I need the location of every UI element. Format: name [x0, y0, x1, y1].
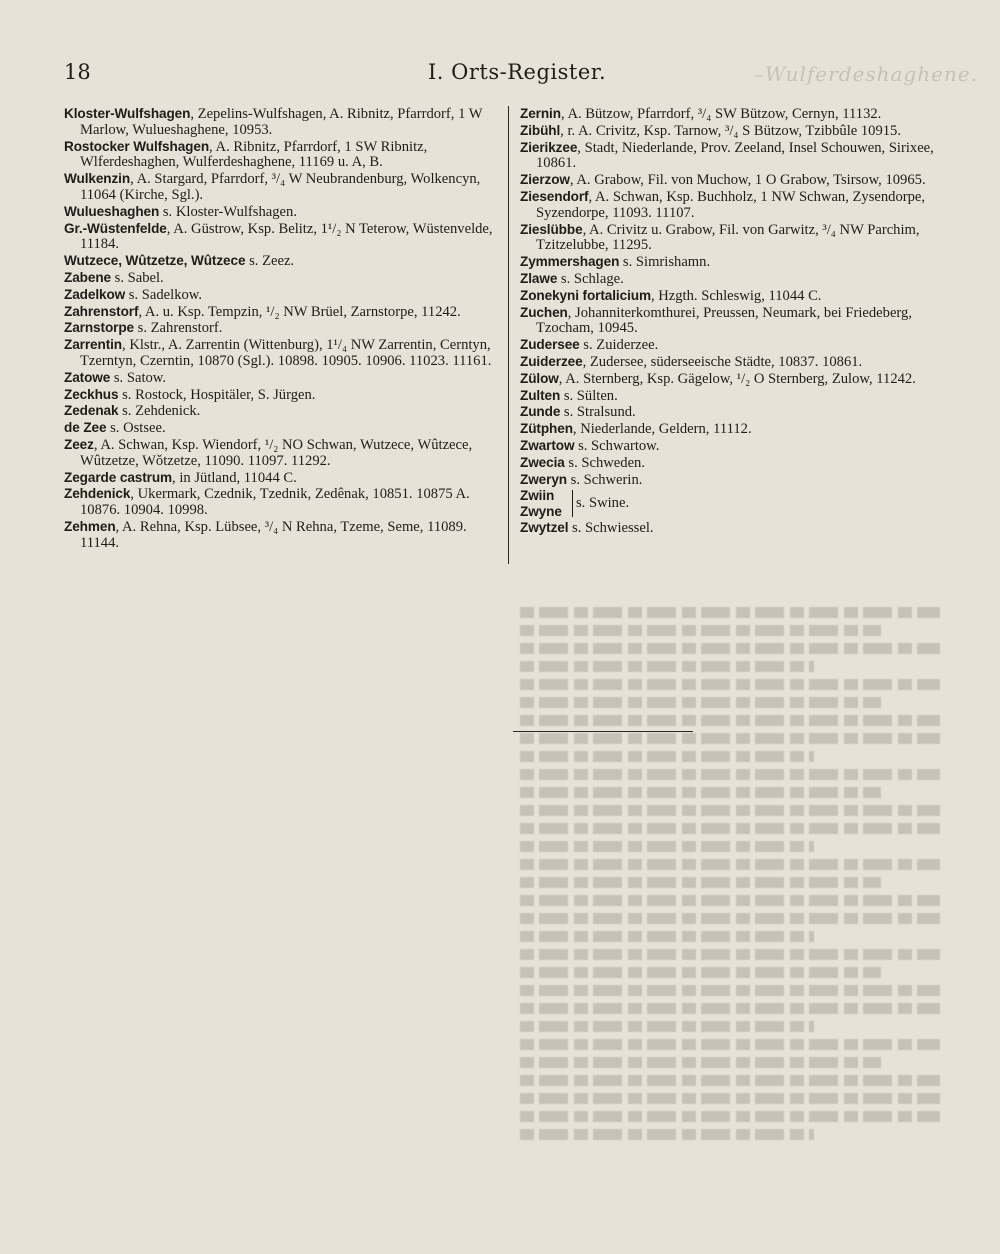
entry-text: , A. Sternberg, Ksp. Gägelow, ¹/₂ O Sternberg, Zulow, 11242.: [558, 370, 916, 387]
register-entry: [64, 270, 498, 287]
brace-mark: [566, 490, 573, 517]
register-entry: [520, 455, 950, 472]
entry-headword: Wulkenzin: [64, 171, 131, 187]
entry-headword: Zonekyni fortalicium: [520, 287, 651, 303]
entry-headword: Zudersee: [520, 337, 580, 353]
entry-text: , Klstr., A. Zarrentin (Wittenburg), 1¹/₄ NW Zarrentin, Cerntyn, Tzerntyn, Czerntin, 10870 (Sgl.). 10898. 10905. 10906. 11023. 11161.: [80, 337, 492, 369]
entry-text: s. Zehdenick.: [118, 403, 201, 420]
entry-text: , Zudersee, süderseeische Städte, 10837. 10861.: [582, 353, 863, 370]
register-entry: [64, 486, 498, 519]
entry-text: s. Swine.: [576, 495, 630, 512]
register-entry: [64, 387, 498, 404]
entry-text: s. Rostock, Hospitäler, S. Jürgen.: [118, 386, 316, 403]
entry-text: , in Jütland, 11044 C.: [172, 469, 297, 486]
entry-headword: Zuiderzee: [520, 353, 583, 369]
entry-headword: Zedenak: [64, 403, 119, 419]
register-entry: [64, 171, 498, 204]
entry-headword: Zadelkow: [64, 286, 126, 302]
register-entry: [520, 337, 950, 354]
register-entry: [520, 271, 950, 288]
entry-text: , Stadt, Niederlande, Prov. Zeeland, Insel Schouwen, Sirixee, 10861.: [536, 139, 934, 172]
register-entry: [64, 320, 498, 337]
register-entry: [520, 354, 950, 371]
entry-headword: Wutzece, Wûtzetze, Wûtzece: [64, 253, 246, 269]
entry-text: s. Ostsee.: [106, 420, 166, 437]
entry-headword: Zulten: [520, 387, 561, 403]
page-header: [64, 60, 944, 90]
register-entry: [520, 288, 950, 305]
register-entry: [520, 388, 950, 405]
entry-headword: Kloster-Wulfshagen: [64, 106, 191, 121]
entry-headword: Zymmershagen: [520, 254, 620, 270]
register-entry: [520, 254, 950, 271]
left-column: [64, 106, 498, 552]
entry-headword: Zehmen: [64, 518, 116, 534]
entry-text: s. Schwiessel.: [568, 520, 654, 537]
register-entry: [64, 403, 498, 420]
entry-text: , A. u. Ksp. Tempzin, ¹/₂ NW Brüel, Zarnstorpe, 11242.: [138, 303, 461, 320]
entry-text: , Niederlande, Geldern, 11112.: [572, 421, 752, 438]
entry-headword: Zarnstorpe: [64, 320, 135, 336]
entry-headword: Zatowe: [64, 369, 111, 385]
entry-text: , Ukermark, Czednik, Tzednik, Zedênak, 10851. 10875 A. 10876. 10904. 10998.: [80, 486, 470, 519]
entry-headword: Zunde: [520, 404, 561, 420]
entry-text: , A. Grabow, Fil. von Muchow, 1 O Grabow, Tsirsow, 10965.: [569, 172, 926, 189]
register-entry: [520, 472, 950, 489]
entry-text: s. Schlage.: [557, 270, 624, 287]
entry-text: s. Sülten.: [560, 387, 618, 404]
page-number: 18: [64, 60, 91, 84]
register-entry: [520, 172, 950, 189]
entry-text: , A. Stargard, Pfarrdorf, ³/₄ W Neubrandenburg, Wolkencyn, 11064 (Kirche, Sgl.).: [80, 171, 481, 203]
entry-headword: Zweryn: [520, 471, 567, 487]
entry-text: , Zepelins-Wulfshagen, A. Ribnitz, Pfarrdorf, 1 W Marlow, Wulueshaghene, 10953.: [80, 106, 483, 138]
bleed-through-text: [520, 600, 940, 1147]
register-entry: [520, 106, 950, 123]
entry-headword: Wulueshaghen: [64, 203, 160, 219]
entry-text: s. Satow.: [110, 369, 167, 386]
entry-headword: Ziesendorf: [520, 188, 589, 204]
entry-headword: Zwartow: [520, 437, 575, 453]
entry-text: , A. Güstrow, Ksp. Belitz, 1¹/₂ N Teterow, Wüstenvelde, 11184.: [80, 220, 493, 253]
register-entry: [520, 438, 950, 455]
register-entry: [64, 420, 498, 437]
entry-headword: Zwecia: [520, 454, 565, 470]
entry-headword: Zeckhus: [64, 386, 119, 402]
entry-headword: Zierikzee: [520, 139, 578, 155]
entry-headword: Gr.-Wüstenfelde: [64, 220, 167, 236]
right-column: [520, 106, 950, 537]
entry-text: , A. Bützow, Pfarrdorf, ³/₄ SW Bützow, Cernyn, 11132.: [560, 106, 882, 122]
register-entry: [64, 437, 498, 470]
entry-headword: Zehdenick: [64, 486, 131, 502]
register-entry: [520, 305, 950, 338]
register-entry: [64, 204, 498, 221]
entry-text: s. Stralsund.: [560, 404, 636, 421]
entry-text: , Johanniterkomthurei, Preussen, Neumark, bei Friedeberg, Tzocham, 10945.: [536, 304, 912, 337]
register-entry: [520, 421, 950, 438]
register-entry: [64, 106, 498, 139]
entry-headword: Zwytzel: [520, 520, 569, 536]
register-entry: [64, 287, 498, 304]
entry-headword: Zieslübbe: [520, 221, 583, 237]
column-divider: [508, 106, 509, 564]
register-entry: [64, 470, 498, 487]
entry-text: s. Schwerin.: [567, 471, 643, 488]
entry-text: s. Schweden.: [564, 454, 646, 471]
register-entry: [64, 519, 498, 552]
register-entry: [520, 371, 950, 388]
entry-headword: Zahrenstorf: [64, 303, 139, 319]
entry-headword: Zwyne: [520, 504, 562, 520]
running-title: I. Orts-Register.: [428, 60, 607, 84]
entry-text: s. Sadelkow.: [125, 286, 203, 303]
register-entry: [64, 337, 498, 370]
register-entry: [64, 370, 498, 387]
entry-headword: Zeez: [64, 436, 94, 452]
entry-headword: Zütphen: [520, 421, 573, 437]
entry-text: s. Sabel.: [111, 269, 164, 286]
entry-text: s. Zeez.: [245, 253, 295, 270]
entry-text: , A. Ribnitz, Pfarrdorf, 1 SW Ribnitz, Wlferdeshaghen, Wulferdeshaghene, 11169 u. A, B.: [80, 138, 428, 171]
entry-text: s. Simrishamn.: [619, 254, 711, 271]
entry-headword: Zibühl: [520, 122, 561, 138]
entry-headword: Zegarde castrum: [64, 469, 173, 485]
entry-headword: Zuchen: [520, 304, 568, 320]
entry-text: , A. Crivitz u. Grabow, Fil. von Garwitz, ³/₄ NW Parchim, Tzitzelubbe, 11295.: [536, 221, 920, 254]
entry-headword: Zernin: [520, 106, 561, 121]
register-entry: [520, 520, 950, 537]
entry-text: s. Zuiderzee.: [579, 337, 659, 354]
bleed-through-header: –Wulferdeshaghene.: [753, 62, 978, 86]
entry-headword: Zwiin: [520, 488, 555, 504]
register-entry: [64, 221, 498, 254]
entry-headword: Zabene: [64, 269, 111, 285]
entry-headword: Zierzow: [520, 172, 570, 188]
entry-headword: Zlawe: [520, 270, 558, 286]
register-entry: [520, 140, 950, 173]
register-entry: [520, 123, 950, 140]
entry-text: , Hzgth. Schleswig, 11044 C.: [650, 287, 822, 304]
entry-text: , r. A. Crivitz, Ksp. Tarnow, ³/₄ S Bützow, Tzibbûle 10915.: [560, 122, 902, 139]
brace-entry: [520, 488, 950, 520]
entry-headword: de Zee: [64, 420, 107, 436]
end-rule: [513, 731, 693, 732]
entry-text: , A. Rehna, Ksp. Lübsee, ³/₄ N Rehna, Tzeme, Seme, 11089. 11144.: [80, 518, 467, 551]
entry-text: , A. Schwan, Ksp. Buchholz, 1 NW Schwan, Zysendorpe, Syzendorpe, 11093. 11107.: [536, 188, 926, 221]
register-entry: [520, 189, 950, 222]
entry-text: s. Zahrenstorf.: [134, 320, 223, 337]
entry-headword: Rostocker Wulfshagen: [64, 138, 210, 154]
brace-headwords: [520, 488, 562, 520]
register-entry: [64, 139, 498, 172]
entry-headword: Zülow: [520, 370, 559, 386]
entry-text: , A. Schwan, Ksp. Wiendorf, ¹/₂ NO Schwan, Wutzece, Wûtzece, Wûtzetze, Wǒtzetze, 11090. 11097. 11292.: [80, 436, 473, 469]
entry-text: s. Schwartow.: [574, 437, 660, 454]
entry-text: s. Kloster-Wulfshagen.: [159, 203, 297, 220]
register-entry: [64, 253, 498, 270]
entry-headword: Zarrentin: [64, 337, 123, 353]
register-entry: [520, 404, 950, 421]
register-entry: [64, 304, 498, 321]
register-entry: [520, 222, 950, 255]
